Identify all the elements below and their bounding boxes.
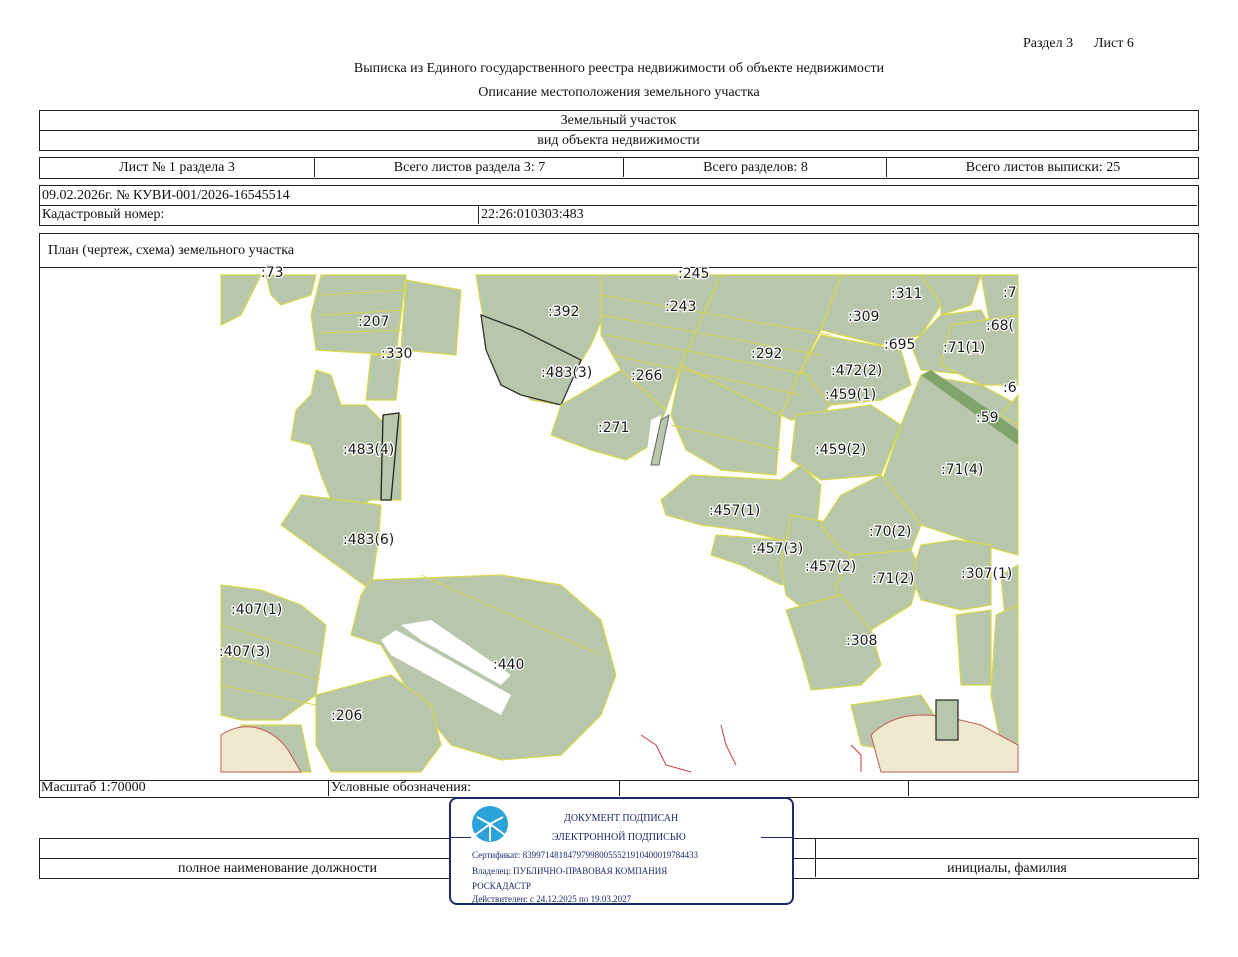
stamp-certificate: Сертификат: 839971481847979980055521910400019784433 bbox=[472, 850, 699, 860]
record-table bbox=[39, 185, 1199, 226]
stamp-line-1: ДОКУМЕНТ ПОДПИСАН bbox=[564, 813, 679, 824]
parcel-label: :483(6) bbox=[343, 532, 395, 548]
parcel-label: :70(2) bbox=[869, 524, 912, 540]
parcel-label: :308 bbox=[846, 633, 878, 649]
total-sections: Всего разделов: 8 bbox=[703, 160, 808, 175]
record-date-number: 09.02.2026г. № КУВИ-001/2026-16545514 bbox=[42, 188, 290, 203]
parcel-label: :292 bbox=[751, 346, 783, 362]
stamp-owner-2: РОСКАДАСТР bbox=[472, 881, 531, 891]
document-title: Выписка из Единого государственного реестра недвижимости об объекте недвижимости bbox=[353, 61, 885, 76]
parcel-label: :206 bbox=[331, 708, 363, 724]
stamp-line-2: ЭЛЕКТРОННОЙ ПОДПИСЬЮ bbox=[552, 832, 686, 843]
total-sheets: Всего листов выписки: 25 bbox=[965, 160, 1121, 175]
parcel-label: :71(2) bbox=[872, 571, 915, 587]
section-number: Раздел 3 bbox=[1023, 36, 1074, 51]
object-type-table bbox=[39, 110, 1199, 151]
parcel-label: :245 bbox=[678, 266, 710, 282]
parcel-label: :457(1) bbox=[709, 503, 761, 519]
parcel-label: :266 bbox=[631, 368, 663, 384]
parcel-label: :392 bbox=[548, 304, 580, 320]
cadastral-label: Кадастровый номер: bbox=[42, 207, 165, 222]
name-caption: инициалы, фамилия bbox=[947, 861, 1067, 876]
electronic-signature-stamp bbox=[449, 797, 794, 905]
stamp-valid: Действителен: с 24.12.2025 по 19.03.2027 bbox=[472, 894, 632, 904]
legend-table bbox=[39, 780, 1199, 798]
parcel-label: :695 bbox=[884, 337, 916, 353]
parcel-label: :459(2) bbox=[815, 442, 867, 458]
parcel-label: :271 bbox=[598, 420, 630, 436]
parcel-label: :309 bbox=[848, 309, 880, 325]
parcel-label: :311 bbox=[891, 286, 923, 302]
parcel-label: :71(4) bbox=[941, 462, 984, 478]
section-sheets-count: Всего листов раздела 3: 7 bbox=[393, 160, 546, 175]
cadastral-value: 22:26:010303:483 bbox=[481, 207, 584, 222]
parcel-label: :330 bbox=[381, 346, 413, 362]
cadastral-map bbox=[219, 265, 1018, 772]
parcel-label: :440 bbox=[493, 657, 525, 673]
roskadastr-logo-icon bbox=[471, 805, 509, 843]
parcel-label: :407(3) bbox=[219, 644, 271, 660]
parcel-label: :207 bbox=[358, 314, 390, 330]
parcel-label: :472(2) bbox=[831, 363, 883, 379]
legend-label: Условные обозначения: bbox=[331, 780, 472, 795]
sheets-table bbox=[39, 157, 1199, 179]
parcel-label: :483(4) bbox=[343, 442, 395, 458]
sheet-no: Лист № 1 раздела 3 bbox=[119, 160, 235, 175]
parcel-label: :483(3) bbox=[541, 365, 593, 381]
map-scale: Масштаб 1:70000 bbox=[41, 780, 146, 795]
object-type-value: Земельный участок bbox=[560, 113, 677, 128]
object-type-caption: вид объекта недвижимости bbox=[537, 133, 700, 148]
sheet-number: Лист 6 bbox=[1094, 36, 1134, 51]
parcel-label: :68( bbox=[986, 318, 1014, 334]
parcel-label: :6 bbox=[1003, 380, 1017, 396]
parcel-label: :73 bbox=[261, 265, 284, 281]
plan-title: План (чертеж, схема) земельного участка bbox=[48, 243, 295, 258]
parcel-label: :7 bbox=[1003, 285, 1017, 301]
parcel-label: :71(1) bbox=[943, 340, 986, 356]
parcel-label: :59 bbox=[976, 410, 999, 426]
parcel-label: :307(1) bbox=[961, 566, 1013, 582]
parcel-label: :407(1) bbox=[231, 602, 283, 618]
position-caption: полное наименование должности bbox=[177, 861, 378, 876]
parcel-label: :459(1) bbox=[825, 387, 877, 403]
stamp-owner: Владелец: ПУБЛИЧНО-ПРАВОВАЯ КОМПАНИЯ bbox=[472, 866, 668, 876]
parcel-label: :457(3) bbox=[752, 541, 804, 557]
parcel-label: :457(2) bbox=[805, 559, 857, 575]
document-subtitle: Описание местоположения земельного участка bbox=[478, 85, 760, 100]
parcel-label: :243 bbox=[665, 299, 697, 315]
